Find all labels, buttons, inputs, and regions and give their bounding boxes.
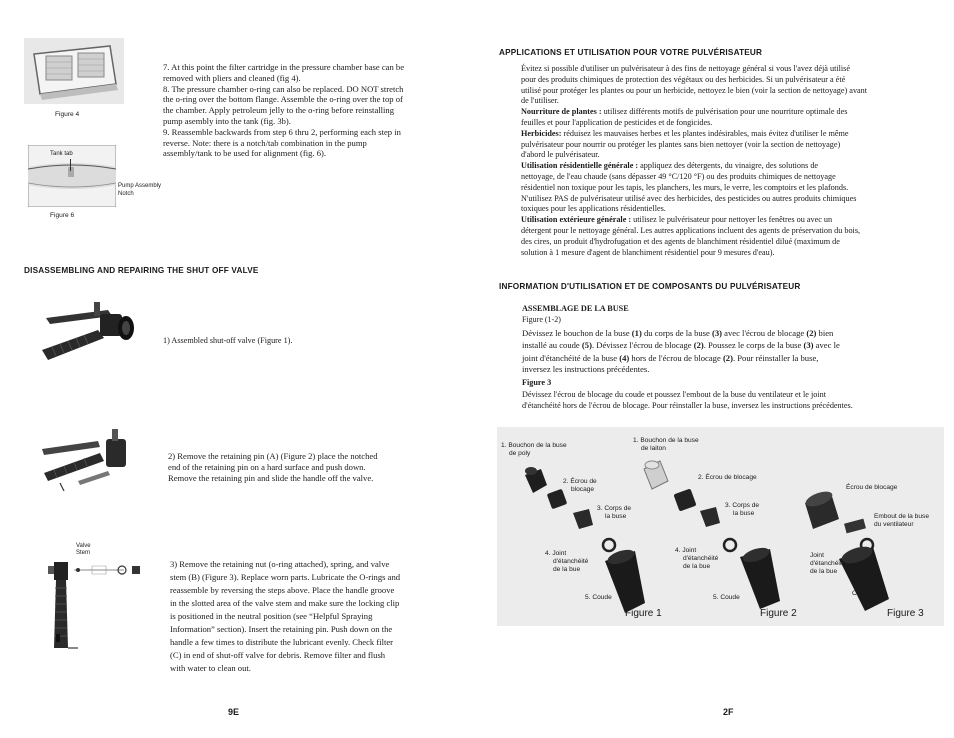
figure-3-caption: Figure 3 — [887, 608, 924, 619]
figure-4-image — [24, 38, 124, 104]
assemblage-figure-ref: Figure (1-2) — [522, 315, 561, 324]
figure-6-caption: Figure 6 — [50, 212, 75, 219]
applications-body: Évitez si possible d'utiliser un pulvérisateur à des fins de nettoyage général si vous l'avez déjà utilisé pour des produits chimiques de protection des végétaux ou des herbicides. Si un pulvérisateur a été utilisé pour protéger les plantes ou pour un herbicide, nettoyez le bien (voir la section de nettoyage) avant de l'utiliser. Nourriture de plantes : utilisez différents motifs de pulvérisation pour une nourriture optimale des feuilles et pour l'application de pesticides et de fongicides. Herbicides: réduisez les mauvaises herbes et les plantes indésirables, mais évitez d'utiliser le même pulvérisateur pour nourrir ou protéger les plantes sans bien nettoyer (voir la section de nettoyage) d'abord le pulvérisateur. Utilisation résidentielle générale : appliquez des détergents, du vinaigre, des solutions de nettoyage, de l'eau chaude (sans dépasser 49 °C/120 °F) ou des produits chimiques de nettoyage résidentiel non toxique pour les tapis, les planchers, les murs, le verre, les comptoirs et les plafonds. N'utilisez PAS de pulvérisateur utilisé avec des herbicides, des pesticides ou autres produits chimiques toxiques pour les applications résidentielles. Utilisation extérieure générale : utilisez le pulvérisateur pour nettoyer les fenêtres ou avec un détergent pour le nettoyage général. Les autres applications incluent des agents de préservation du bois, des cires, un produit d'hydrofugation et des agents de blanchiment résidentiel dilué (maximum de solution à 1 mesure d'agent de blanchiment résidentiel pour 9 mesures d'eau). — [521, 64, 868, 257]
tank-tab-label: Tank tab — [50, 151, 73, 157]
page-number-right: 2F — [723, 707, 734, 717]
figure-4-caption: Figure 4 — [55, 111, 80, 118]
shutoff-step-2: 2) Remove the retaining pin (A) (Figure 2) place the notched end of the retaining pin on a hard surface and push down. Remove the retaining pin and slide the handle off the valve. — [168, 451, 378, 483]
page-number-left: 9E — [228, 707, 240, 717]
f2-label-5: 5. Coude — [713, 594, 740, 601]
shutoff-valve-figure-3 — [44, 556, 144, 656]
f1-label-1: 1. Bouchon de la buse de poly — [501, 442, 567, 457]
f2-label-3: 3. Corps de la buse — [725, 502, 760, 517]
pump-notch-label: Pump Assembly Notch — [118, 183, 162, 197]
shutoff-valve-figure-2 — [38, 425, 138, 493]
f2-label-2: 2. Écrou de blocage — [698, 474, 757, 481]
f3-label-coude: Coude — [852, 590, 872, 597]
filter-steps-text: 7. At this point the filter cartridge in the pressure chamber base can be removed with pliers and cleaned (fig 4). 8. The pressure chamber o-ring can also be replaced. DO NOT stretch the o-ring over the bottom flange. Assemble the o-ring over the top of the chamber. Apply petroleum jelly to the o-ring before reinstalling pump asembly into the tank (fig. 3b). 9. Reassemble backwards from step 6 thru 2, performing each step in reverse. Note: there is a notch/tab combination in the pump assembly/tank to be used for alignment (fig. 6). — [163, 62, 405, 159]
figure-2-caption: Figure 2 — [760, 608, 797, 619]
f3-label-ecrou: Écrou de blocage — [846, 484, 898, 491]
figure-3-text: Dévissez l'écrou de blocage du coude et poussez l'embout de la buse du ventilateur et le joint d'étanchéité hors de l'écrou de blocage. Pour réinstaller la buse, inversez les instructions précédentes. — [522, 390, 853, 410]
f3-label-embout: Embout de la buse du ventilateur — [874, 513, 929, 528]
f1-label-2: 2. Écrou de blocage — [563, 478, 597, 493]
shutoff-step-3: 3) Remove the retaining nut (o-ring attached), spring, and valve stem (B) (Figure 3). Replace worn parts. Lubricate the O-rings and reassemble by reversing the steps above. Place the handle groove in the slotted area of the valve stem and make sure the locking clip is positioned in the neutral position (see “Helpful Spraying Information” section). Insert the retaining pin. Push down on the handle a few times to distribute the lubricant evenly. Check filter (C) in end of shut-off valve for debris. Remove filter and flush with water to clean out. — [170, 559, 401, 673]
valve-stem-label: Valve Stem — [76, 543, 91, 556]
figure-1-caption: Figure 1 — [625, 608, 662, 619]
shutoff-step-1: 1) Assembled shut-off valve (Figure 1). — [163, 336, 293, 345]
applications-heading: APPLICATIONS ET UTILISATION POUR VOTRE PULVÉRISATEUR — [499, 48, 763, 57]
f1-label-5: 5. Coude — [585, 594, 612, 601]
f3-label-joint: Joint d'étanchéité de la bue — [810, 552, 846, 575]
information-heading: INFORMATION D'UTILISATION ET DE COMPOSANTS DU PULVÉRISATEUR — [499, 282, 801, 291]
f1-label-4: 4. Joint d'étanchéité de la bue — [545, 550, 589, 573]
shutoff-valve-figure-1 — [38, 300, 138, 362]
figure-3-title: Figure 3 — [522, 378, 552, 387]
f2-label-4: 4. Joint d'étanchéité de la bue — [675, 547, 719, 570]
f2-label-1: 1. Bouchon de la buse de laiton — [633, 437, 699, 452]
assemblage-title: ASSEMBLAGE DE LA BUSE — [522, 304, 629, 313]
shutoff-section-heading: DISASSEMBLING AND REPAIRING THE SHUT OFF VALVE — [24, 266, 259, 275]
figure-2-parts — [630, 427, 790, 626]
tank-tab-leader — [70, 159, 71, 171]
assemblage-body: Dévissez le bouchon de la buse (1) du corps de la buse (3) avec l'écrou de blocage (2) bien installé au coude (5). Dévissez l'écrou de blocage (2). Poussez le corps de la buse (3) avec le joint d'étanchéité de la buse (4) hors de l'écrou de blocage (2). Pour réinstaller la buse, inversez les instructions précédentes. — [522, 328, 840, 375]
f1-label-3: 3. Corps de la buse — [597, 505, 632, 520]
